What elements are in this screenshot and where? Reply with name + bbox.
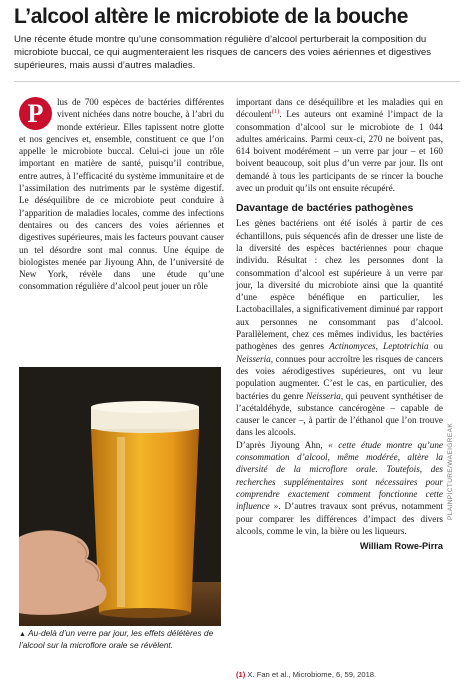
genus-neisseria: Neisseria	[236, 353, 271, 364]
footnote-marker: (1)	[271, 108, 280, 116]
section-subheading: Davantage de bactéries pathogènes	[236, 203, 414, 215]
author-byline: William Rowe-Pirra	[359, 541, 443, 552]
study-paragraph	[236, 96, 443, 194]
quote-outro: . D’autres travaux sont prévus, notamment pour comparer les différences d’impact des divers alcools, comme le vin, la bière ou les liqueurs.	[236, 501, 443, 536]
article-title: L’alcool altère le microbiote de la bouche	[14, 5, 408, 28]
study-text-end: . Les auteurs ont examiné l’impact de la consommation d’alcool sur le microbiote de 1 044 adultes américains. Parmi ceux-ci, 270 ne boivent pas, 614 boivent modérément – un verre par jour – et 160 boivent beaucoup, soit plus d’un verre par jour. Ils ont demandé à tous les participants de se rincer la bouche avec un produit qu’ils ont ensuite récupéré.	[236, 109, 443, 194]
results-text-a: Les gènes bactériens ont été isolés à partir de ces échantillons, puis séquencés afin de dresser une liste de la diversité des espèces bactériennes pour chaque individu. Résultat : chez les personnes dont la consommation d’alcool est supérieure à un verre par jour, la diversité du microbiote ainsi que la quantité d’une espèce bénéfique en particulier, les Lactobacillales, a significativement diminué par rapport aux personnes ne consommant pas d’alcool. Parallèlement, chez ces mêmes individus, les bactéries pathogènes des genres	[236, 218, 443, 352]
results-text-b: , connues pour accroître les risques de cancers des voies aérodigestives supérieures, ont vu leur population augmenter. C’est le cas, en particulier, des bactéries du genre	[236, 353, 443, 401]
beer-glass-photo	[19, 367, 221, 626]
genus-separator-2: ou	[428, 341, 443, 352]
caption-marker: ▲	[19, 631, 26, 638]
reference-number: (1)	[236, 670, 246, 679]
genus-separator-1: ,	[375, 341, 384, 352]
header-divider	[14, 81, 460, 82]
drop-cap: P	[19, 97, 52, 130]
genus-leptotrichia: Leptotrichia	[383, 341, 429, 352]
reference-note	[236, 670, 443, 680]
genus-actinomyces: Actinomyces	[329, 341, 376, 352]
quote-paragraph	[236, 439, 443, 537]
genus-neisseria-2: Neisseria	[306, 390, 341, 401]
article-chapeau: Une récente étude montre qu’une consommation régulière d’alcool perturberait la composition du microbiote buccal, ce qui augmenteraient les risques de cancers des voies aériennes et digestives supérieures, mais aussi d’autres maladies.	[14, 34, 432, 71]
left-column	[19, 96, 224, 293]
beer-glass-illustration	[19, 367, 221, 626]
photo-caption	[19, 628, 224, 651]
results-paragraph	[236, 217, 443, 438]
caption-text: Au-delà d’un verre par jour, les effets délétères de l’alcool sur la microflore orale se révèlent.	[19, 628, 214, 650]
reference-text: X. Fan et al., Microbiome, 6, 59, 2018.	[247, 670, 377, 679]
intro-paragraph: lus de 700 espèces de bactéries différentes vivent nichées dans notre bouche, à l’abri du monde extérieur. Elles tapissent notre glotte et nos gencives et, ensemble, constituent ce que l’on appelle le microbiote buccal. Celui-ci joue un rôle important en matière de santé, puisqu’il contribue, entre autres, à l’efficacité du système immunitaire et de l’assimilation des nutriments par le système digestif. Le déséquilibre de ce microbiote peut conduire à l’apparition de maladies locales, comme des infections dentaires ou des cancers des voies aériennes et digestives supérieures, mais les facteurs pouvant causer un tel désordre sont mal connus. Une équipe de biologistes menée par Jiyoung Ahn, de l’université de New York, révèle dans une étude qu’une consommation régulière d’alcool peut jouer un rôle	[19, 97, 224, 292]
photo-credit: PLAINPICTURE/WAEIGREAK	[447, 422, 454, 520]
results-text-c: , qui peuvent synthétiser de l’acétaldéhyde, substance cancérogène – capable de causer le cancer –, à partir de l’éthanol que l’on trouve dans les alcools.	[236, 390, 443, 438]
study-text-start: important dans ce déséquilibre et les maladies qui en découlent	[236, 97, 443, 120]
right-column	[236, 96, 443, 552]
quote-intro: D’après Jiyoung Ahn,	[236, 439, 329, 450]
expert-quote: « cette étude montre qu’une consommation d’alcool, même modérée, altère la diversité de la microflore orale. Toutefois, des recherches supplémentaires sont nécessaires pour comprendre exactement comment fonctionne cette influence »	[236, 439, 443, 512]
